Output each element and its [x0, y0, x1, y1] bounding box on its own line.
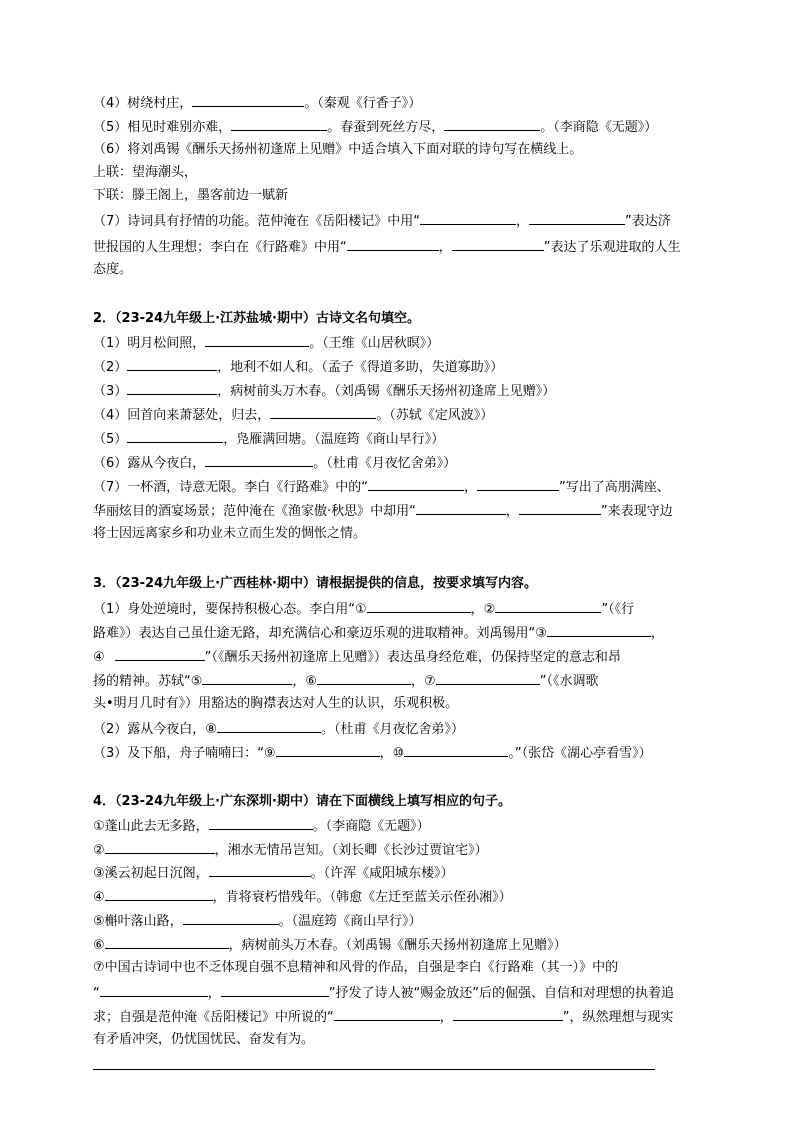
answer-blank-1[interactable]: [367, 598, 471, 613]
q2-item-5: （5） ，凫雁满回塘。（温庭筠《商山早行》）: [93, 428, 444, 450]
answer-blank[interactable]: [477, 476, 559, 491]
q1-item-7: （7）诗词具有抒情的功能。范仲淹在《岳阳楼记》中用“ ， ”表达济: [93, 210, 671, 232]
q1-item-7-line3: 态度。: [93, 262, 133, 277]
q4-item-3: ③溪云初起日沉阁， 。（许浑《咸阳城东楼》）: [93, 862, 454, 884]
q3-item-3: （3）及下船，舟子喃喃曰：“⑨ ，⑩ 。”（张岱《湖心亭看雪》）: [93, 742, 652, 764]
q2-item-7-line2: 华丽炫目的酒宴场景；范仲淹在《渔家傲·秋思》中却用“ ， ”来表现守边: [93, 500, 673, 522]
q4-item-7: ⑦中国古诗词中也不乏体现自强不息精神和风骨的作品，自强是李白《行路难（其一）》中的: [93, 960, 619, 975]
q3-item-1: （1）身处逆境时，要保持积极心态。李白用“① ，② ”（《行: [93, 598, 634, 620]
q3-item-2: （2）露从今夜白，⑧ 。（杜甫《月夜忆舍弟》）: [93, 718, 464, 740]
answer-blank[interactable]: [416, 500, 506, 515]
q2-heading: 2．（23-24九年级上·江苏盐城·期中）古诗文名句填空。: [93, 311, 420, 326]
q4-item-7-line3: 求；自强是范仲淹《岳阳楼记》中所说的“ ， ”，纵然理想与现实: [93, 1006, 674, 1028]
answer-blank[interactable]: [183, 910, 279, 925]
answer-blank[interactable]: [209, 862, 311, 877]
answer-blank[interactable]: [270, 404, 376, 419]
answer-blank[interactable]: [420, 210, 516, 225]
answer-blank[interactable]: [127, 356, 217, 371]
answer-blank-7[interactable]: [436, 670, 540, 685]
answer-blank-2[interactable]: [495, 598, 601, 613]
answer-blank[interactable]: [100, 982, 208, 997]
q3-item-1-line2: 路难》）表达自己虽仕途无路，却充满信心和豪迈乐观的进取精神。刘禹锡用“③ ，: [93, 622, 664, 644]
answer-blank-10[interactable]: [404, 742, 508, 757]
q3-item-1-line5: 头•明月几时有》）用豁达的胸襟表达对人生的认识，乐观积极。: [93, 696, 459, 711]
q4-item-7-line2: “ ， ”抒发了诗人被“赐金放还”后的倔强、自信和对理想的执着追: [93, 982, 674, 1004]
q2-item-7-line3: 将士因远离家乡和功业未立而生发的惆怅之情。: [93, 526, 367, 541]
q1-item-6: （6）将刘禹锡《酬乐天扬州初逢席上见赠》中适合填入下面对联的诗句写在横线上。: [93, 142, 583, 157]
q4-item-6: ⑥ ，病树前头万木春。（刘禹锡《酬乐天扬州初逢席上见赠》）: [93, 934, 567, 956]
answer-blank-8[interactable]: [217, 718, 321, 733]
bottom-rule: [93, 1069, 655, 1070]
answer-blank-5[interactable]: [202, 670, 292, 685]
answer-blank[interactable]: [529, 210, 625, 225]
answer-blank-4[interactable]: [115, 646, 205, 661]
answer-blank[interactable]: [205, 332, 309, 347]
answer-blank[interactable]: [347, 236, 439, 251]
q1-item-4: （4）树绕村庄， 。（秦观《行香子》）: [93, 92, 421, 114]
q2-item-4: （4）回首向来萧瑟处，归去， 。（苏轼《定风波》）: [93, 404, 493, 426]
answer-blank[interactable]: [519, 500, 601, 515]
q2-item-6: （6）露从今夜白， 。（杜甫《月夜忆舍弟》）: [93, 452, 456, 474]
q4-item-4: ④ ，肯将衰朽惜残年。（韩愈《左迁至蓝关示侄孙湘》）: [93, 886, 512, 908]
answer-blank[interactable]: [105, 886, 213, 901]
answer-blank[interactable]: [127, 428, 223, 443]
couplet-lower: 下联：滕王阁上，墨客前边一赋新: [93, 188, 289, 203]
q3-heading: 3．（23-24九年级上·广西桂林·期中）请根据提供的信息，按要求填写内容。: [93, 576, 537, 591]
q4-item-2: ② ，湘水无情吊岂知。（刘长卿《长沙过贾谊宅》）: [93, 839, 488, 861]
answer-blank[interactable]: [105, 839, 215, 854]
answer-blank-6[interactable]: [317, 670, 411, 685]
q4-item-7-line4: 有矛盾冲突，仍忧国忧民、奋发有为。: [93, 1032, 315, 1047]
answer-blank[interactable]: [127, 380, 217, 395]
answer-blank[interactable]: [192, 92, 304, 107]
q4-item-1: ①蓬山此去无多路， 。（李商隐《无题》）: [93, 815, 430, 837]
q4-heading: 4．（23-24九年级上·广东深圳·期中）请在下面横线上填写相应的句子。: [93, 794, 511, 809]
answer-blank[interactable]: [368, 476, 464, 491]
answer-blank[interactable]: [105, 934, 229, 949]
q2-item-2: （2） ，地利不如人和。（孟子《得道多助，失道寡助》）: [93, 356, 503, 378]
q4-item-5: ⑤槲叶落山路， 。（温庭筠《商山早行》）: [93, 910, 422, 932]
couplet-upper: 上联：望海潮头，: [93, 165, 198, 180]
q1-item-7-line2: 世报国的人生理想；李白在《行路难》中用“ ， ”表达了乐观进取的人生: [93, 236, 681, 258]
answer-blank[interactable]: [221, 982, 329, 997]
answer-blank[interactable]: [334, 1006, 440, 1021]
q2-item-1: （1）明月松间照， 。（王维《山居秋暝》）: [93, 332, 439, 354]
q3-item-1-line3: ④ ”（《酬乐天扬州初逢席上见赠》）表达虽身经危难，仍保持坚定的意志和昂: [93, 646, 621, 668]
answer-blank[interactable]: [205, 452, 313, 467]
q2-item-3: （3） ，病树前头万木春。（刘禹锡《酬乐天扬州初逢席上见赠》）: [93, 380, 555, 402]
q3-item-1-line4: 扬的精神。苏轼“⑤ ，⑥ ，⑦ ”（《水调歌: [93, 670, 598, 692]
q1-item-5: （5）相见时难别亦难， 。春蚕到死丝方尽， 。（李商隐《无题》）: [93, 116, 657, 138]
answer-blank[interactable]: [231, 116, 327, 131]
answer-blank[interactable]: [209, 815, 313, 830]
answer-blank[interactable]: [453, 1006, 563, 1021]
q2-item-7: （7）一杯酒，诗意无限。李白《行路难》中的“ ， ”写出了高朋满座、: [93, 476, 670, 498]
answer-blank[interactable]: [452, 236, 544, 251]
answer-blank-3[interactable]: [547, 622, 651, 637]
answer-blank-9[interactable]: [276, 742, 380, 757]
answer-blank[interactable]: [444, 116, 540, 131]
